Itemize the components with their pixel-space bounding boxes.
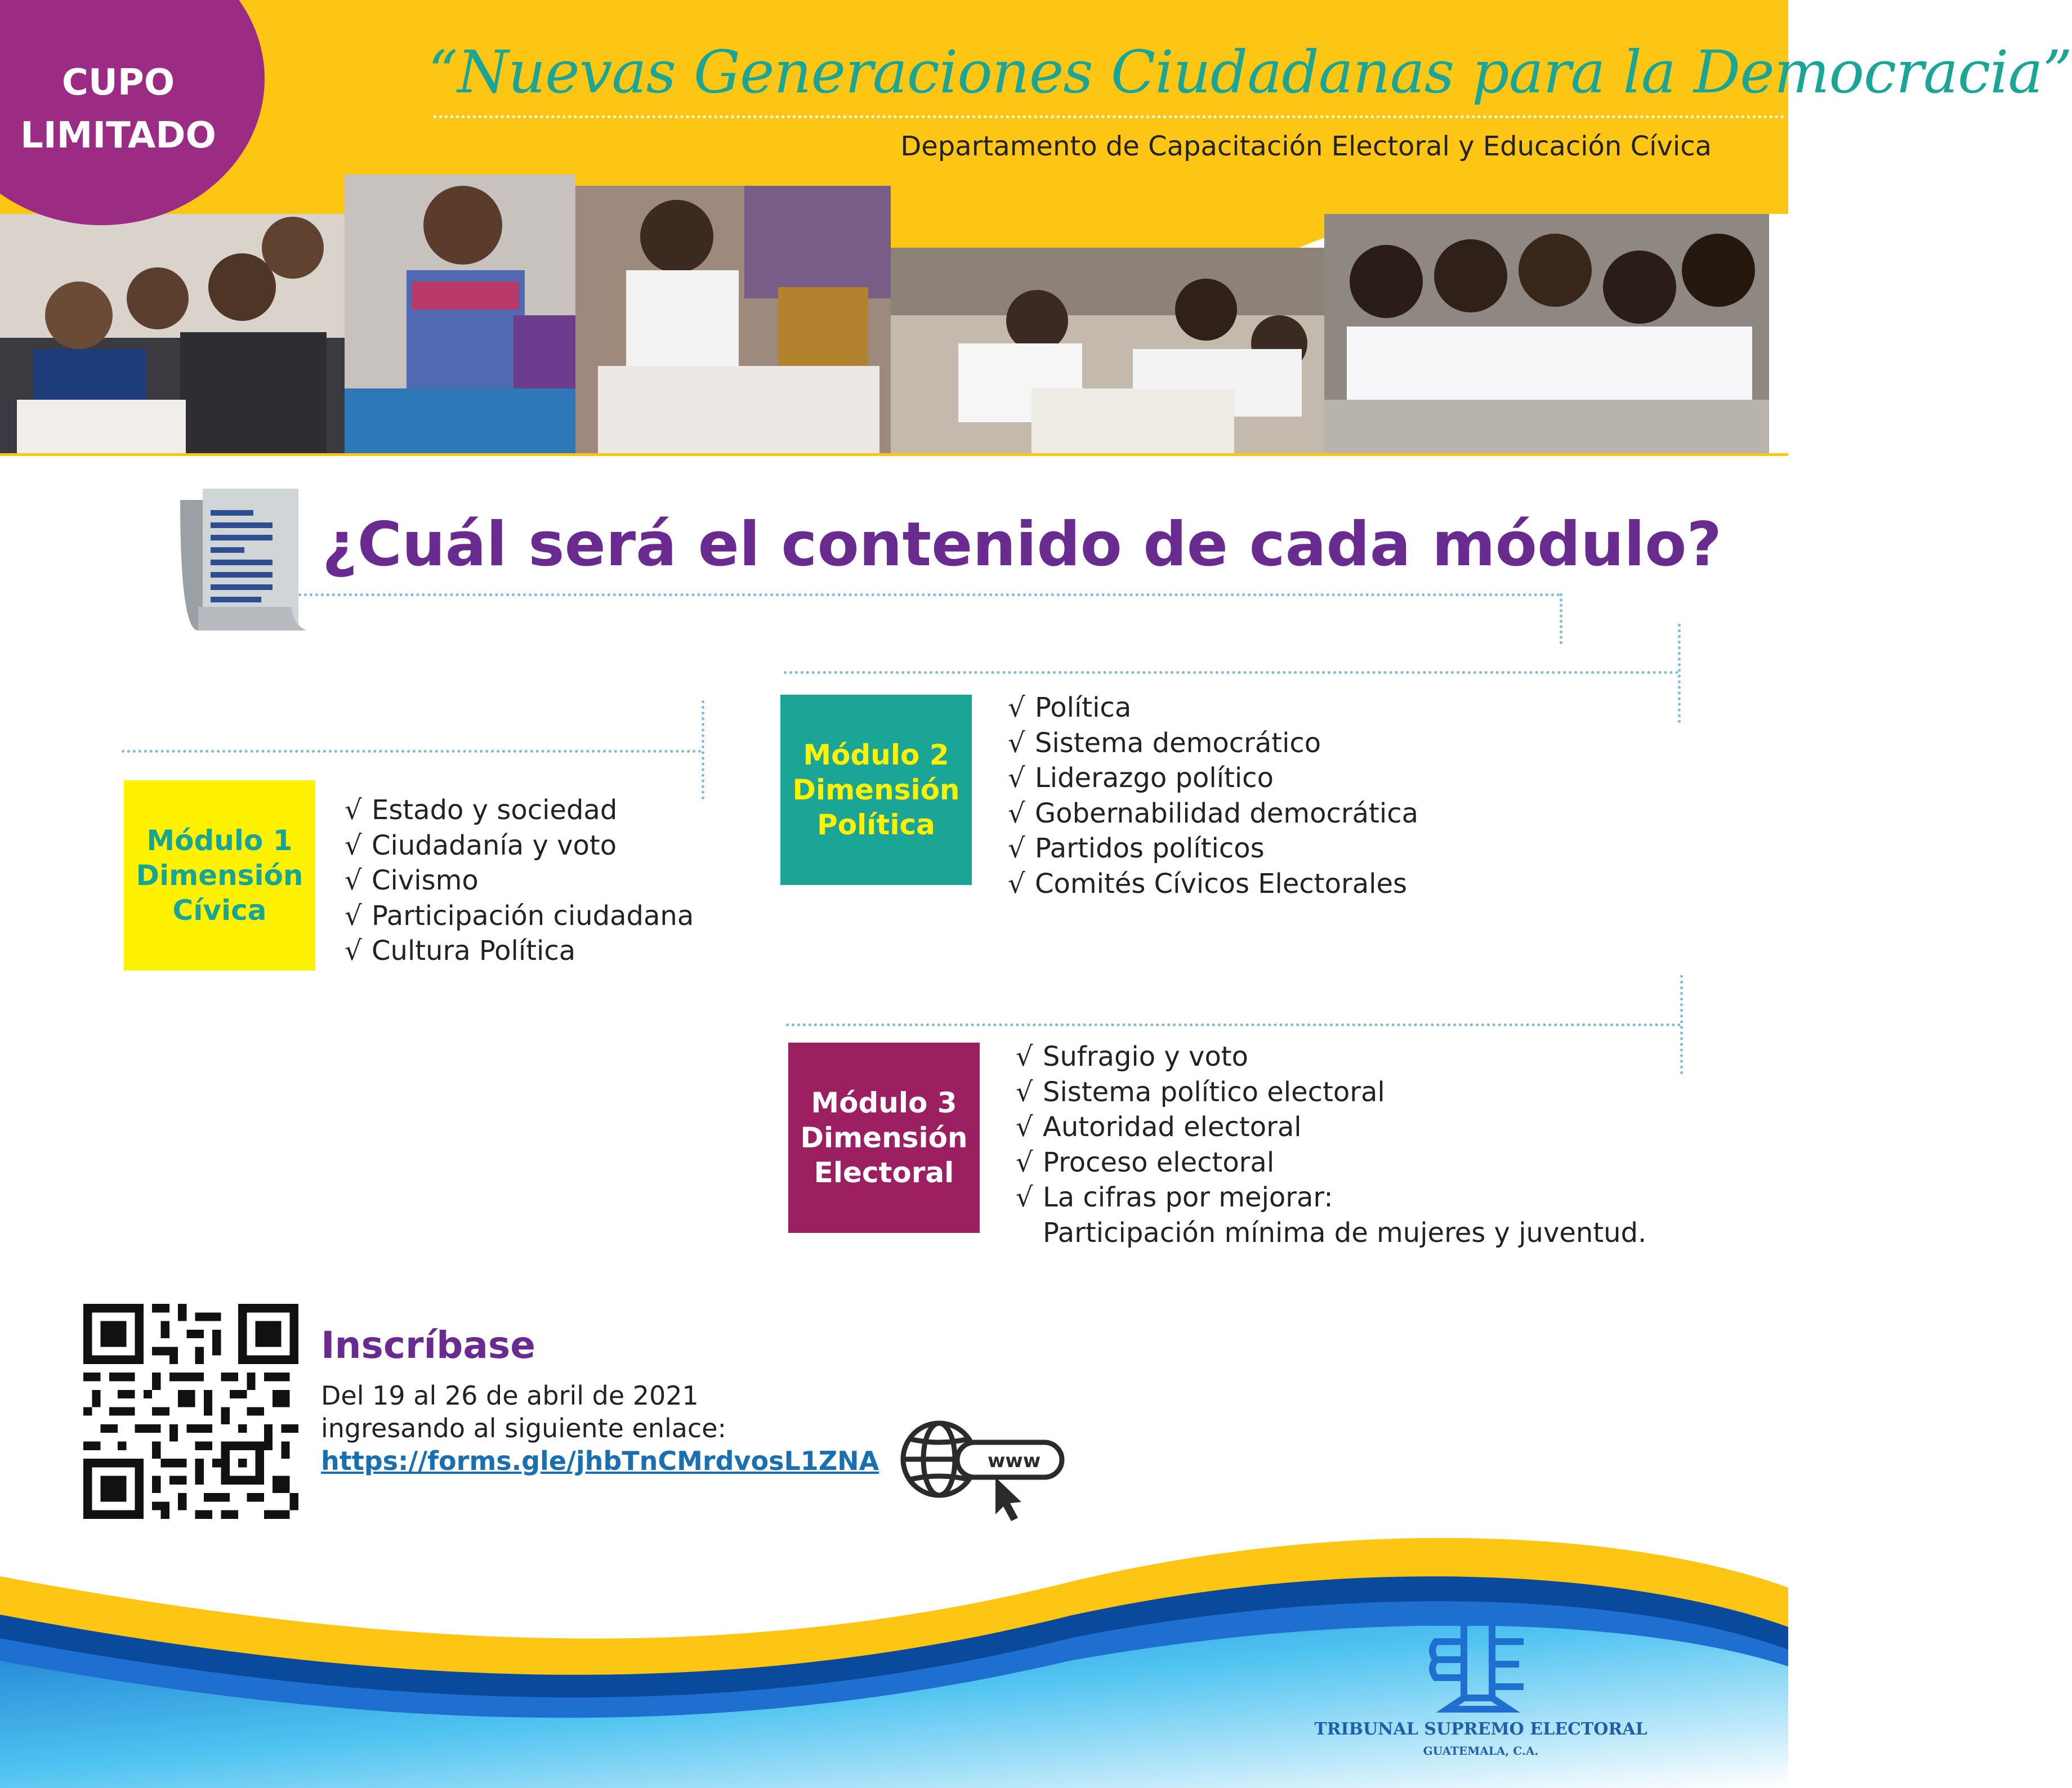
module-1-rule (122, 750, 702, 753)
check-icon: √ (1008, 762, 1025, 794)
module-1-rule-drop (702, 700, 704, 799)
check-icon: √ (1016, 1041, 1033, 1072)
list-item: √ Gobernabilidad democrática (1008, 796, 1418, 832)
check-icon: √ (345, 865, 362, 896)
cursor-arrow-icon (995, 1477, 1021, 1521)
check-icon: √ (345, 900, 362, 932)
module-3-rule-drop (1680, 975, 1683, 1074)
check-icon: √ (345, 829, 362, 861)
list-item: √ Sistema democrático (1008, 726, 1418, 761)
list-item: √ Estado y sociedad (345, 793, 694, 828)
list-item: √ Partidos políticos (1008, 831, 1418, 866)
check-icon: √ (345, 935, 362, 967)
module-2-dimension: Dimensión (792, 774, 960, 806)
module-2-rule (784, 671, 1679, 674)
module-3-dimension: Dimensión (800, 1121, 968, 1154)
globe-www-icon[interactable] (899, 1414, 1068, 1527)
check-icon: √ (1008, 797, 1025, 829)
list-item: √ Participación ciudadana (345, 899, 694, 934)
limited-spots-text (0, 56, 236, 162)
module-3-label: Módulo 3 (811, 1087, 957, 1119)
check-icon: √ (1016, 1111, 1033, 1143)
check-icon: √ (1016, 1182, 1033, 1213)
module-1-box (124, 780, 315, 971)
module-3-box (788, 1043, 980, 1233)
module-2-box (780, 695, 972, 885)
org-country: GUATEMALA, C.A. (1423, 1744, 1539, 1758)
section-title: ¿Cuál será el contenido de cada módulo? (322, 509, 1722, 580)
register-heading: Inscríbase (321, 1324, 535, 1367)
www-label: www (988, 1450, 1041, 1472)
program-title: “Nuevas Generaciones Ciudadanas para la Democracia” (428, 38, 2072, 106)
photo-workshop-floor (575, 186, 891, 453)
check-icon: √ (1016, 1076, 1033, 1108)
check-icon: √ (1008, 692, 1025, 723)
org-name: TRIBUNAL SUPREMO ELECTORAL (1314, 1719, 1647, 1739)
check-icon: √ (1008, 833, 1025, 864)
list-item: √ Civismo (345, 863, 694, 899)
module-1-label: Módulo 1 (146, 824, 293, 857)
check-icon: √ (1008, 868, 1025, 900)
module-1-dimension: Dimensión (136, 859, 303, 892)
photo-woman-voting (345, 175, 575, 453)
list-item: √ Ciudadanía y voto (345, 828, 694, 864)
photo-students-group (0, 214, 345, 453)
module-1-name: Cívica (172, 894, 267, 927)
tse-logo (1424, 1602, 1531, 1715)
registration-link[interactable]: https://forms.gle/jhbTnCMrdvosL1ZNA (321, 1446, 879, 1476)
list-item: √ La cifras por mejorar: Participación mínima de mujeres y juventud. (1016, 1180, 1646, 1250)
document-icon (176, 489, 311, 636)
registration-dates: Del 19 al 26 de abril de 2021 (321, 1380, 699, 1411)
check-icon: √ (345, 794, 362, 826)
list-item-continuation: Participación mínima de mujeres y juventud. (1043, 1217, 1647, 1249)
photo-girls-smiling (1324, 214, 1769, 453)
badge-line-2: LIMITADO (20, 115, 216, 157)
list-item: √ Proceso electoral (1016, 1145, 1646, 1181)
photo-girls-writing (891, 248, 1324, 453)
qr-code[interactable] (83, 1304, 298, 1519)
department-subtitle: Departamento de Capacitación Electoral y Educación Cívica (900, 131, 1712, 162)
list-item: √ Comités Cívicos Electorales (1008, 866, 1418, 902)
module-3-topics (1016, 1039, 1646, 1250)
module-2-rule-drop (1678, 624, 1681, 723)
check-icon: √ (1016, 1146, 1033, 1178)
section-title-rule-drop (1560, 593, 1562, 644)
section-title-rule (298, 593, 1561, 596)
module-3-rule (786, 1023, 1681, 1026)
module-3-name: Electoral (814, 1156, 954, 1189)
module-2-label: Módulo 2 (803, 739, 949, 771)
list-item: √ Liderazgo político (1008, 761, 1418, 796)
module-1-topics (345, 793, 694, 969)
module-2-name: Política (817, 808, 935, 841)
list-item: √ Política (1008, 690, 1418, 726)
module-2-topics (1008, 690, 1418, 901)
badge-line-1: CUPO (61, 62, 175, 104)
list-item: √ Sistema político electoral (1016, 1075, 1646, 1110)
list-item: √ Autoridad electoral (1016, 1110, 1646, 1145)
registration-instruction: ingresando al siguiente enlace: (321, 1413, 727, 1443)
list-item: √ Cultura Política (345, 933, 694, 969)
list-item: √ Sufragio y voto (1016, 1039, 1646, 1075)
title-dotted-rule (434, 115, 1785, 118)
check-icon: √ (1008, 727, 1025, 759)
